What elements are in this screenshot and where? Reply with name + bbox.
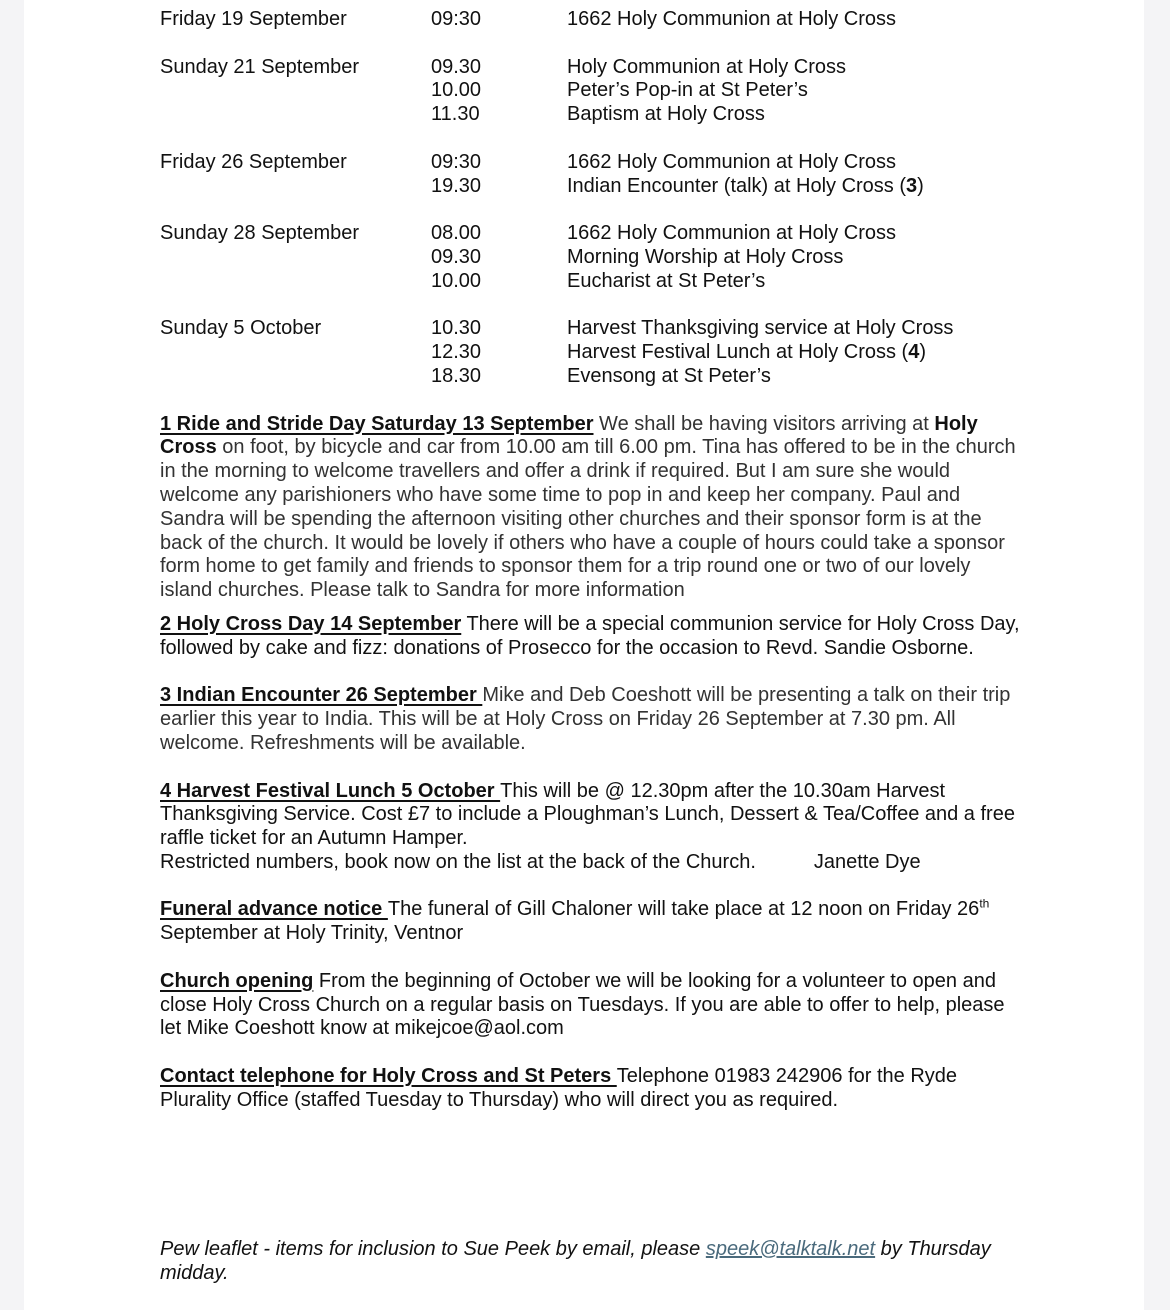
schedule-time: 10.30 bbox=[431, 317, 482, 340]
schedule-block bbox=[160, 317, 1020, 388]
note-reference-number: 3 bbox=[906, 174, 918, 197]
ordinal-suffix: th bbox=[979, 896, 990, 911]
schedule-time: 09.30 bbox=[431, 55, 482, 78]
schedule-block bbox=[160, 56, 1020, 127]
schedule bbox=[160, 8, 1020, 389]
note-indian-encounter bbox=[160, 684, 1020, 755]
schedule-event bbox=[567, 151, 1020, 175]
schedule-time: 12.30 bbox=[431, 341, 482, 364]
schedule-events bbox=[567, 317, 1020, 388]
schedule-event bbox=[567, 79, 1020, 103]
note-text: on foot, by bicycle and car from 10.00 am till 6.00 pm. Tina has offered to be in the church in the morning to welcome travellers and offer a drink if required. But I am sure she would welcome any parishioners who have some time to pop in and keep her company. Paul and Sandra will be spending the afternoon visiting other churches and their sponsor form is at the back of the church. It would be lovely if others who have a couple of hours could take a sponsor form home to get family and friends to sponsor them for a trip round one or two of our lovely island churches. Please talk to Sandra for more information bbox=[160, 436, 1016, 602]
schedule-time: 10.00 bbox=[431, 269, 482, 292]
schedule-event-text: Baptism at Holy Cross bbox=[567, 103, 765, 126]
schedule-event bbox=[567, 317, 1020, 341]
note-church-opening bbox=[160, 970, 1020, 1041]
schedule-event bbox=[567, 103, 1020, 127]
schedule-times bbox=[431, 8, 567, 32]
schedule-event-text: 1662 Holy Communion at Holy Cross bbox=[567, 8, 897, 30]
note-text: We shall be having visitors arriving at bbox=[593, 412, 935, 435]
schedule-event-text: ) bbox=[917, 174, 924, 197]
note-funeral bbox=[160, 898, 1020, 946]
note-heading: Church opening bbox=[160, 969, 314, 992]
schedule-event bbox=[567, 270, 1020, 294]
schedule-event bbox=[567, 365, 1020, 389]
schedule-event bbox=[567, 8, 1020, 32]
schedule-event-text: Evensong at St Peter’s bbox=[567, 364, 771, 387]
note-text: Restricted numbers, book now on the list at the back of the Church. bbox=[160, 850, 756, 873]
schedule-day: Sunday 21 September bbox=[160, 55, 360, 78]
schedule-events bbox=[567, 56, 1020, 127]
document-content bbox=[160, 8, 1020, 1136]
schedule-time: 09:30 bbox=[431, 8, 482, 30]
note-bold-text: Holy Cross bbox=[160, 412, 978, 459]
schedule-event bbox=[567, 341, 1020, 365]
schedule-time: 18.30 bbox=[431, 364, 482, 387]
schedule-day: Friday 19 September bbox=[160, 8, 347, 30]
schedule-event-text: Harvest Thanksgiving service at Holy Cross bbox=[567, 317, 954, 340]
schedule-time: 19.30 bbox=[431, 174, 482, 197]
document-page bbox=[24, 0, 1144, 1310]
note-holy-cross-day bbox=[160, 613, 1020, 661]
note-heading: Contact telephone for Holy Cross and St Peters bbox=[160, 1065, 617, 1088]
schedule-event-text: Morning Worship at Holy Cross bbox=[567, 245, 844, 268]
note-text: This will be @ 12.30pm after the 10.30am Harvest Thanksgiving Service. Cost £7 to include a Ploughman’s Lunch, Dessert & Tea/Coffee and a free raffle ticket for an Autumn Hamper. bbox=[160, 779, 1015, 850]
schedule-event-text: Peter’s Pop-in at St Peter’s bbox=[567, 79, 808, 102]
schedule-block bbox=[160, 151, 1020, 199]
note-text: September at Holy Trinity, Ventnor bbox=[160, 922, 464, 945]
footer-text: by Thursday midday. bbox=[160, 1238, 991, 1284]
schedule-times bbox=[431, 151, 567, 199]
schedule-event bbox=[567, 246, 1020, 270]
schedule-event-text: 1662 Holy Communion at Holy Cross bbox=[567, 150, 897, 173]
schedule-events bbox=[567, 8, 1020, 32]
schedule-event-text: 1662 Holy Communion at Holy Cross bbox=[567, 222, 897, 245]
note-heading: Funeral advance notice bbox=[160, 898, 388, 921]
note-text: The funeral of Gill Chaloner will take place at 12 noon on Friday 26 bbox=[387, 898, 980, 921]
note-heading: 3 Indian Encounter 26 September bbox=[160, 684, 483, 707]
schedule-event-text: Eucharist at St Peter’s bbox=[567, 269, 766, 292]
note-text: Telephone 01983 242906 for the Ryde Plurality Office (staffed Tuesday to Thursday) who will direct you as required. bbox=[160, 1065, 958, 1111]
schedule-time: 08.00 bbox=[431, 222, 482, 245]
schedule-event-text: Holy Communion at Holy Cross bbox=[567, 55, 846, 78]
schedule-event bbox=[567, 56, 1020, 80]
note-heading: 1 Ride and Stride Day Saturday 13 September bbox=[160, 412, 594, 435]
schedule-event-text: ) bbox=[919, 341, 927, 364]
note-text: From the beginning of October we will be looking for a volunteer to open and close Holy Cross Church on a regular basis on Tuesdays. If you are able to offer to help, please let Mike Coeshott know at mikejcoe@aol.com bbox=[160, 969, 1005, 1040]
note-reference-number: 4 bbox=[908, 341, 920, 364]
note-heading: 2 Holy Cross Day 14 September bbox=[160, 612, 462, 635]
schedule-block bbox=[160, 222, 1020, 293]
note-harvest-lunch bbox=[160, 780, 1020, 875]
signature: Janette Dye bbox=[813, 850, 921, 873]
schedule-event-text: Harvest Festival Lunch at Holy Cross ( bbox=[567, 341, 909, 364]
schedule-event bbox=[567, 222, 1020, 246]
note-ride-and-stride bbox=[160, 413, 1020, 603]
schedule-day: Sunday 5 October bbox=[160, 317, 322, 340]
schedule-events bbox=[567, 151, 1020, 199]
schedule-times bbox=[431, 56, 567, 127]
schedule-event-text: Indian Encounter (talk) at Holy Cross ( bbox=[567, 174, 907, 197]
footer-text: Pew leaflet - items for inclusion to Sue Peek by email, please bbox=[160, 1238, 706, 1260]
schedule-day: Friday 26 September bbox=[160, 150, 347, 173]
schedule-block bbox=[160, 8, 1020, 32]
schedule-time: 09.30 bbox=[431, 245, 482, 268]
note-text: There will be a special communion service for Holy Cross Day, followed by cake and fizz: donations of Prosecco for the occasion to Revd. Sandie Osborne. bbox=[160, 612, 1020, 659]
schedule-times bbox=[431, 317, 567, 388]
note-contact bbox=[160, 1065, 1020, 1113]
schedule-time: 10.00 bbox=[431, 79, 482, 102]
schedule-events bbox=[567, 222, 1020, 293]
note-text: Mike and Deb Coeshott will be presenting a talk on their trip earlier this year to India. This will be at Holy Cross on Friday 26 September at 7.30 pm. All welcome. Refreshments will be available. bbox=[160, 684, 1011, 754]
note-heading: 4 Harvest Festival Lunch 5 October bbox=[160, 779, 501, 802]
schedule-day: Sunday 28 September bbox=[160, 222, 360, 245]
footer-note bbox=[160, 1238, 1020, 1286]
schedule-time: 09:30 bbox=[431, 150, 482, 173]
email-link[interactable]: speek@talktalk.net bbox=[705, 1238, 876, 1260]
schedule-times bbox=[431, 222, 567, 293]
schedule-time: 11.30 bbox=[431, 103, 480, 126]
schedule-event bbox=[567, 175, 1020, 199]
